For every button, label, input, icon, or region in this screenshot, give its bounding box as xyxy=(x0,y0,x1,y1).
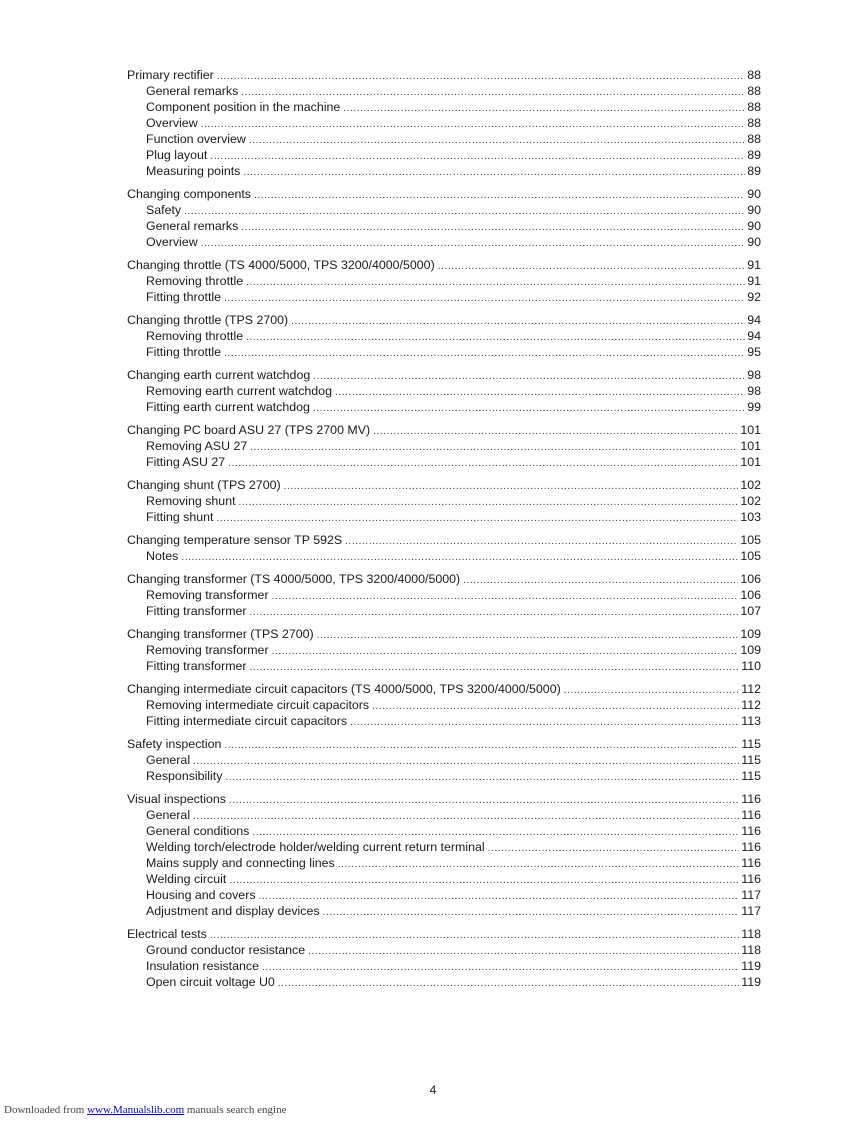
footer-prefix: Downloaded from xyxy=(4,1104,88,1116)
toc-entry[interactable] xyxy=(127,328,761,344)
toc-entry-title: Component position in the machine xyxy=(146,100,341,114)
toc-entry-title: Fitting earth current watchdog xyxy=(146,400,310,414)
toc-section[interactable] xyxy=(127,532,761,548)
toc-entry-page: 89 xyxy=(747,164,761,178)
dot-leader xyxy=(225,770,739,786)
toc-entry-page: 113 xyxy=(741,714,761,728)
toc-entry[interactable] xyxy=(127,974,761,990)
toc-entry-title: Welding circuit xyxy=(146,872,227,886)
toc-section[interactable] xyxy=(127,422,761,438)
toc-entry-title: Overview xyxy=(146,235,198,249)
toc-entry-page: 109 xyxy=(740,627,761,641)
toc-entry[interactable] xyxy=(127,587,761,603)
dot-leader xyxy=(373,424,738,440)
toc-group xyxy=(127,571,761,619)
toc-entry-title: Changing earth current watchdog xyxy=(127,368,311,382)
toc-entry[interactable] xyxy=(127,289,761,305)
toc-entry-page: 88 xyxy=(747,100,761,114)
toc-entry-page: 106 xyxy=(740,572,761,586)
toc-entry-page: 106 xyxy=(740,588,761,602)
toc-entry-page: 91 xyxy=(747,274,761,288)
toc-entry[interactable] xyxy=(127,855,761,871)
toc-section[interactable] xyxy=(127,571,761,587)
toc-entry[interactable] xyxy=(127,658,761,674)
dot-leader xyxy=(335,385,745,401)
toc-entry-page: 103 xyxy=(740,510,761,524)
toc-group xyxy=(127,367,761,415)
toc-entry-title: Fitting transformer xyxy=(146,604,247,618)
dot-leader xyxy=(246,275,745,291)
toc-entry-page: 118 xyxy=(741,927,761,941)
table-of-contents xyxy=(127,67,761,997)
toc-entry-page: 112 xyxy=(741,698,761,712)
toc-entry-page: 102 xyxy=(740,494,761,508)
toc-entry[interactable] xyxy=(127,839,761,855)
toc-section[interactable] xyxy=(127,257,761,273)
toc-entry-title: Fitting ASU 27 xyxy=(146,455,226,469)
dot-leader xyxy=(224,346,745,362)
toc-entry[interactable] xyxy=(127,131,761,147)
toc-entry[interactable] xyxy=(127,887,761,903)
toc-entry-title: Changing PC board ASU 27 (TPS 2700 MV) xyxy=(127,423,371,437)
toc-entry-page: 116 xyxy=(741,872,761,886)
toc-entry-title: Welding torch/electrode holder/welding current return terminal xyxy=(146,840,485,854)
dot-leader xyxy=(250,605,739,621)
dot-leader xyxy=(259,889,740,905)
toc-entry-page: 102 xyxy=(740,478,761,492)
dot-leader xyxy=(350,715,739,731)
toc-entry[interactable] xyxy=(127,807,761,823)
toc-entry-title: Visual inspections xyxy=(127,792,226,806)
toc-entry-page: 112 xyxy=(741,682,761,696)
toc-entry-title: Changing shunt (TPS 2700) xyxy=(127,478,281,492)
toc-entry-page: 95 xyxy=(747,345,761,359)
toc-entry-page: 117 xyxy=(741,888,761,902)
dot-leader xyxy=(243,165,745,181)
toc-entry[interactable] xyxy=(127,83,761,99)
toc-entry-title: General remarks xyxy=(146,84,239,98)
toc-entry-page: 116 xyxy=(741,824,761,838)
toc-section[interactable] xyxy=(127,367,761,383)
dot-leader xyxy=(254,188,745,204)
dot-leader xyxy=(210,149,745,165)
toc-entry-page: 101 xyxy=(740,439,761,453)
toc-entry[interactable] xyxy=(127,454,761,470)
dot-leader xyxy=(313,369,745,385)
toc-entry-title: Changing components xyxy=(127,187,251,201)
dot-leader xyxy=(201,236,746,252)
toc-entry-title: Removing earth current watchdog xyxy=(146,384,332,398)
toc-group xyxy=(127,736,761,784)
dot-leader xyxy=(345,534,738,550)
dot-leader xyxy=(193,809,739,825)
toc-entry-title: Removing ASU 27 xyxy=(146,439,248,453)
toc-entry-title: Changing intermediate circuit capacitors (TS 4000/5000, TPS 3200/4000/5000) xyxy=(127,682,561,696)
dot-leader xyxy=(193,754,739,770)
toc-entry-title: Notes xyxy=(146,549,179,563)
toc-section[interactable] xyxy=(127,312,761,328)
toc-section[interactable] xyxy=(127,736,761,752)
toc-entry-title: Insulation resistance xyxy=(146,959,259,973)
dot-leader xyxy=(564,683,740,699)
toc-entry[interactable] xyxy=(127,697,761,713)
toc-entry-page: 119 xyxy=(741,959,761,973)
toc-entry-page: 90 xyxy=(747,203,761,217)
toc-group xyxy=(127,477,761,525)
dot-leader xyxy=(224,738,739,754)
toc-entry[interactable] xyxy=(127,823,761,839)
toc-entry-page: 110 xyxy=(741,659,761,673)
toc-entry[interactable] xyxy=(127,713,761,729)
toc-group xyxy=(127,626,761,674)
dot-leader xyxy=(250,660,740,676)
page-number: 4 xyxy=(429,1083,437,1097)
toc-group xyxy=(127,791,761,919)
dot-leader xyxy=(246,330,745,346)
toc-entry[interactable] xyxy=(127,234,761,250)
toc-entry-title: Fitting intermediate circuit capacitors xyxy=(146,714,348,728)
toc-entry[interactable] xyxy=(127,958,761,974)
toc-entry[interactable] xyxy=(127,509,761,525)
toc-entry[interactable] xyxy=(127,344,761,360)
toc-entry-page: 90 xyxy=(747,219,761,233)
toc-section[interactable] xyxy=(127,477,761,493)
toc-entry-page: 101 xyxy=(740,455,761,469)
dot-leader xyxy=(308,944,739,960)
dot-leader xyxy=(372,699,739,715)
toc-entry-title: Removing throttle xyxy=(146,329,244,343)
toc-entry[interactable] xyxy=(127,273,761,289)
toc-entry-page: 119 xyxy=(741,975,761,989)
toc-entry[interactable] xyxy=(127,202,761,218)
toc-entry-title: Open circuit voltage U0 xyxy=(146,975,275,989)
toc-entry-title: Removing shunt xyxy=(146,494,236,508)
toc-entry-title: Plug layout xyxy=(146,148,208,162)
toc-entry-title: Safety inspection xyxy=(127,737,222,751)
toc-group xyxy=(127,257,761,305)
dot-leader xyxy=(278,976,739,992)
toc-entry-title: Removing throttle xyxy=(146,274,244,288)
toc-group xyxy=(127,681,761,729)
toc-entry-page: 99 xyxy=(747,400,761,414)
toc-entry-title: Removing transformer xyxy=(146,588,269,602)
toc-entry-title: Changing transformer (TS 4000/5000, TPS 3200/4000/5000) xyxy=(127,572,461,586)
dot-leader xyxy=(272,589,739,605)
dot-leader xyxy=(488,841,740,857)
toc-group xyxy=(127,422,761,470)
toc-entry[interactable] xyxy=(127,115,761,131)
toc-entry-title: Safety xyxy=(146,203,182,217)
toc-entry[interactable] xyxy=(127,99,761,115)
toc-entry-title: General conditions xyxy=(146,824,250,838)
toc-entry[interactable] xyxy=(127,399,761,415)
toc-entry-title: Changing transformer (TPS 2700) xyxy=(127,627,314,641)
dot-leader xyxy=(262,960,739,976)
toc-entry-page: 94 xyxy=(747,329,761,343)
toc-entry-page: 98 xyxy=(747,368,761,382)
toc-entry[interactable] xyxy=(127,147,761,163)
toc-entry-title: Responsibility xyxy=(146,769,223,783)
toc-section[interactable] xyxy=(127,926,761,942)
toc-entry-title: Changing throttle (TPS 2700) xyxy=(127,313,289,327)
toc-entry-page: 116 xyxy=(741,840,761,854)
toc-entry[interactable] xyxy=(127,871,761,887)
dot-leader xyxy=(181,550,738,566)
toc-entry-page: 116 xyxy=(741,792,761,806)
dot-leader xyxy=(217,511,739,527)
toc-group xyxy=(127,67,761,179)
toc-entry-title: Fitting throttle xyxy=(146,290,222,304)
dot-leader xyxy=(272,644,739,660)
toc-entry-page: 116 xyxy=(741,808,761,822)
download-footer xyxy=(4,1104,286,1116)
toc-entry[interactable] xyxy=(127,642,761,658)
toc-entry-page: 98 xyxy=(747,384,761,398)
toc-entry[interactable] xyxy=(127,383,761,399)
toc-entry-page: 115 xyxy=(741,769,761,783)
dot-leader xyxy=(217,69,745,85)
toc-entry-title: Removing intermediate circuit capacitors xyxy=(146,698,370,712)
dot-leader xyxy=(284,479,739,495)
toc-entry-title: Changing throttle (TS 4000/5000, TPS 3200/4000/5000) xyxy=(127,258,435,272)
toc-entry-page: 115 xyxy=(741,737,761,751)
toc-entry-title: Primary rectifier xyxy=(127,68,214,82)
dot-leader xyxy=(438,259,746,275)
toc-entry[interactable] xyxy=(127,163,761,179)
toc-group xyxy=(127,312,761,360)
toc-entry-title: Function overview xyxy=(146,132,246,146)
toc-entry-title: Removing transformer xyxy=(146,643,269,657)
footer-suffix: manuals search engine xyxy=(184,1104,287,1116)
toc-entry[interactable] xyxy=(127,768,761,784)
toc-entry-page: 94 xyxy=(747,313,761,327)
toc-entry[interactable] xyxy=(127,903,761,919)
dot-leader xyxy=(201,117,746,133)
toc-entry[interactable] xyxy=(127,603,761,619)
toc-entry-page: 105 xyxy=(740,533,761,547)
dot-leader xyxy=(250,440,738,456)
toc-group xyxy=(127,186,761,250)
toc-entry-title: Ground conductor resistance xyxy=(146,943,306,957)
dot-leader xyxy=(239,495,739,511)
toc-section[interactable] xyxy=(127,681,761,697)
dot-leader xyxy=(184,204,745,220)
toc-entry-page: 88 xyxy=(747,116,761,130)
toc-entry-title: General xyxy=(146,808,191,822)
toc-entry-page: 107 xyxy=(740,604,761,618)
toc-entry-title: General remarks xyxy=(146,219,239,233)
toc-entry-title: Housing and covers xyxy=(146,888,256,902)
dot-leader xyxy=(317,628,739,644)
toc-entry-page: 116 xyxy=(741,856,761,870)
toc-entry-page: 109 xyxy=(740,643,761,657)
dot-leader xyxy=(249,133,745,149)
dot-leader xyxy=(229,793,739,809)
toc-section[interactable] xyxy=(127,626,761,642)
toc-section[interactable] xyxy=(127,67,761,83)
toc-entry[interactable] xyxy=(127,438,761,454)
toc-entry-page: 91 xyxy=(747,258,761,272)
toc-entry-page: 88 xyxy=(747,68,761,82)
dot-leader xyxy=(228,456,738,472)
toc-entry-page: 92 xyxy=(747,290,761,304)
toc-entry[interactable] xyxy=(127,493,761,509)
toc-entry-title: Measuring points xyxy=(146,164,241,178)
toc-section[interactable] xyxy=(127,186,761,202)
toc-entry-page: 115 xyxy=(741,753,761,767)
toc-entry-page: 88 xyxy=(747,84,761,98)
toc-entry-title: Mains supply and connecting lines xyxy=(146,856,335,870)
toc-entry-title: Fitting throttle xyxy=(146,345,222,359)
toc-entry[interactable] xyxy=(127,218,761,234)
dot-leader xyxy=(338,857,740,873)
toc-section[interactable] xyxy=(127,791,761,807)
manualslib-link[interactable]: www.Manualslib.com xyxy=(87,1104,185,1116)
toc-entry-page: 117 xyxy=(741,904,761,918)
toc-entry-page: 89 xyxy=(747,148,761,162)
toc-entry-page: 90 xyxy=(747,235,761,249)
toc-entry-title: Electrical tests xyxy=(127,927,207,941)
dot-leader xyxy=(463,573,738,589)
toc-entry[interactable] xyxy=(127,942,761,958)
toc-entry-page: 118 xyxy=(741,943,761,957)
dot-leader xyxy=(241,220,745,236)
dot-leader xyxy=(343,101,745,117)
dot-leader xyxy=(323,905,740,921)
dot-leader xyxy=(229,873,739,889)
toc-entry-title: Overview xyxy=(146,116,198,130)
toc-group xyxy=(127,532,761,564)
toc-entry-page: 88 xyxy=(747,132,761,146)
toc-entry-title: Fitting transformer xyxy=(146,659,247,673)
toc-entry[interactable] xyxy=(127,752,761,768)
toc-entry-title: Fitting shunt xyxy=(146,510,214,524)
toc-entry-title: Adjustment and display devices xyxy=(146,904,320,918)
toc-group xyxy=(127,926,761,990)
dot-leader xyxy=(313,401,745,417)
toc-entry-page: 90 xyxy=(747,187,761,201)
toc-entry-title: Changing temperature sensor TP 592S xyxy=(127,533,343,547)
dot-leader xyxy=(291,314,745,330)
toc-entry[interactable] xyxy=(127,548,761,564)
dot-leader xyxy=(224,291,745,307)
toc-entry-page: 101 xyxy=(740,423,761,437)
toc-entry-title: General xyxy=(146,753,191,767)
toc-entry-page: 105 xyxy=(740,549,761,563)
